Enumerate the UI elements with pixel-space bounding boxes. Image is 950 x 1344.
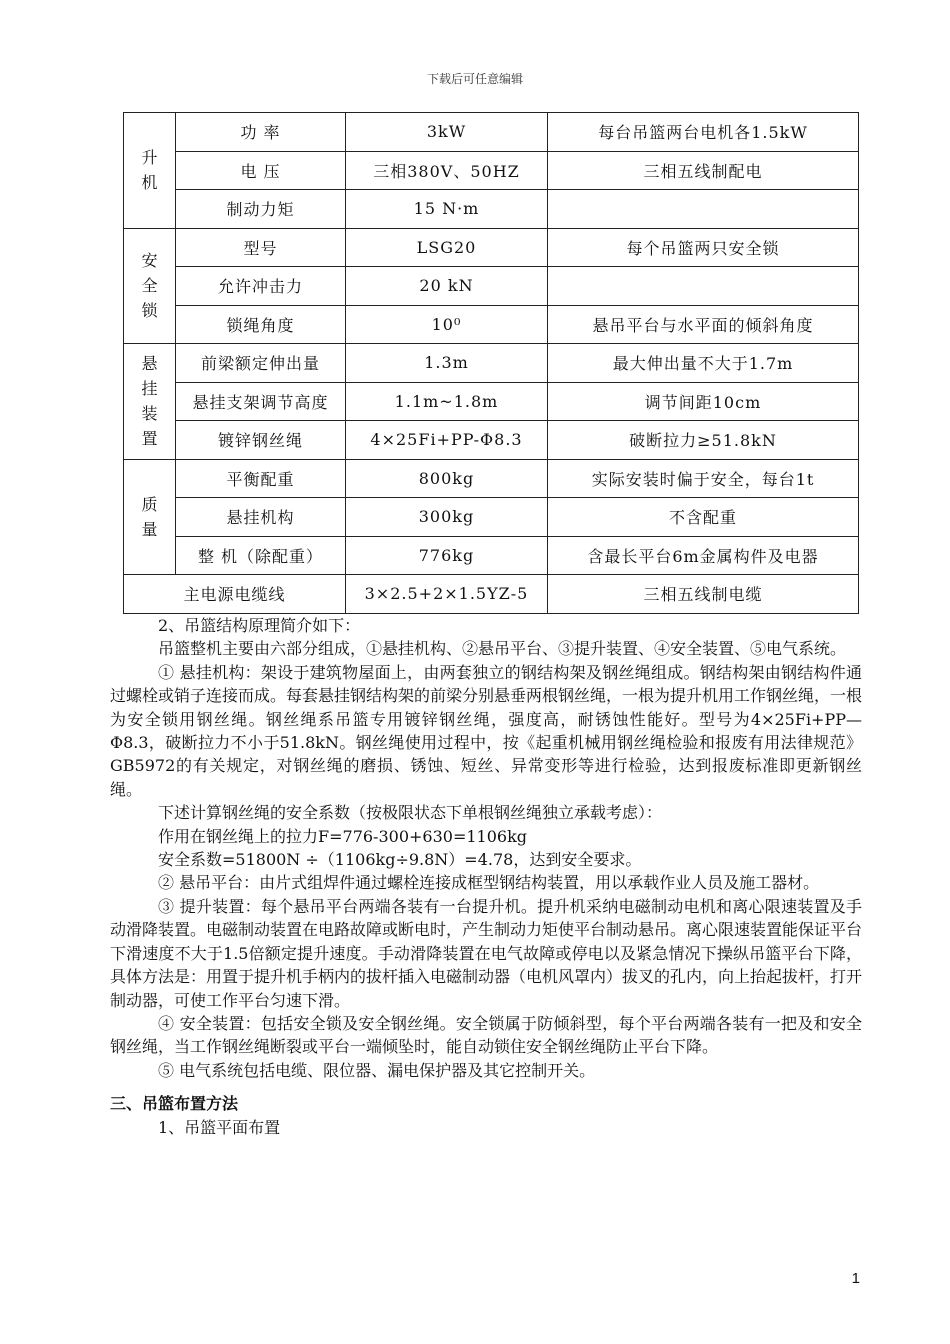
table-row (124, 190, 859, 229)
table-row (124, 498, 859, 537)
paragraph: 作用在钢丝绳上的拉力F=776-300+630=1106kg (158, 826, 528, 846)
paragraph: ④ 安全装置：包括安全锁及安全钢丝绳。安全锁属于防倾斜型，每个平台两端各装有一把及和安全钢丝绳，当工作钢丝绳断裂或平台一端倾坠时，能自动锁住安全钢丝绳防止平台下降。 (110, 1013, 862, 1057)
paragraph: 吊篮整机主要由六部分组成，①悬挂机构、②悬吊平台、③提升装置、④安全装置、⑤电气系统。 (158, 639, 847, 659)
item-cell: 功 率 (176, 113, 346, 152)
paragraph: ① 悬挂机构：架设于建筑物屋面上，由两套独立的钢结构架及钢丝绳组成。钢结构架由钢结构件通过螺栓或销子连接而成。每套悬挂钢结构架的前梁分别悬垂两根钢丝绳，一根为提升机用工作钢丝绳，一根为安全锁用钢丝绳。钢丝绳系吊篮专用镀锌钢丝绳，强度高，耐锈蚀性能好。型号为4×25Fi+PP—Φ8.3，破断拉力不小于51.8kN。钢丝绳使用过程中，按《起重机械用钢丝绳检验和报废有用法律规范》GB5972的有关规定，对钢丝绳的磨损、锈蚀、短丝、异常变形等进行检验，达到报废标准即更新钢丝绳。 (110, 662, 863, 799)
value-cell: 10⁰ (346, 305, 548, 344)
item-cell: 前梁额定伸出量 (176, 344, 346, 383)
table-row (124, 228, 859, 267)
group-label: 安全锁 (124, 228, 176, 344)
table-row (124, 459, 859, 498)
paragraph: 2、吊篮结构原理简介如下： (158, 616, 361, 635)
paragraph: ③ 提升装置：每个悬吊平台两端各装有一台提升机。提升机采纳电磁制动电机和离心限速装置及手动滑降装置。电磁制动装置在电路故障或断电时，产生制动力矩使平台制动悬吊。离心限速装置能保证平台下滑速度不大于1.5倍额定提升速度。手动滑降装置在电气故障或停电以及紧急情况下操纵吊篮平台下降，具体方法是：用置于提升机手柄内的拔杆插入电磁制动器（电机风罩内）拔叉的孔内，向上抬起拔杆，打开制动器，可使工作平台匀速下滑。 (110, 896, 863, 1010)
table-row (124, 305, 859, 344)
paragraph: ② 悬吊平台：由片式组焊件通过螺栓连接成框型钢结构装置，用以承载作业人员及施工器材。 (158, 873, 820, 893)
table-row (124, 575, 859, 614)
item-cell: 悬挂支架调节高度 (176, 382, 346, 421)
value-cell: 1.1m~1.8m (346, 382, 548, 421)
item-cell: 电 压 (176, 151, 346, 190)
note-cell: 实际安装时偏于安全，每台1t (548, 459, 859, 498)
value-cell: 776kg (346, 536, 548, 575)
table-row (124, 536, 859, 575)
item-cell: 允许冲击力 (176, 267, 346, 306)
value-cell: 800kg (346, 459, 548, 498)
item-cell: 锁绳角度 (176, 305, 346, 344)
subheading: 1、吊篮平面布置 (158, 1117, 281, 1137)
value-cell: 20 kN (346, 267, 548, 306)
value-cell: 1.3m (346, 344, 548, 383)
item-cell: 制动力矩 (176, 190, 346, 229)
section-heading: 三、吊篮布置方法 (110, 1094, 239, 1114)
note-cell (548, 267, 859, 306)
note-cell: 最大伸出量不大于1.7m (548, 344, 859, 383)
value-cell: 三相380V、50HZ (346, 151, 548, 190)
header-note: 下载后可任意编辑 (426, 72, 523, 86)
note-cell: 调节间距10cm (548, 382, 859, 421)
value-cell: LSG20 (346, 228, 548, 267)
table-row (124, 267, 859, 306)
group-label: 升机 (124, 113, 176, 229)
body-text (110, 614, 862, 1139)
item-cell: 镀锌钢丝绳 (176, 421, 346, 460)
note-cell: 悬吊平台与水平面的倾斜角度 (548, 305, 859, 344)
paragraph: ⑤ 电气系统包括电缆、限位器、漏电保护器及其它控制开关。 (158, 1060, 596, 1080)
item-cell: 型号 (176, 228, 346, 267)
note-cell: 每个吊篮两只安全锁 (548, 228, 859, 267)
value-cell: 15 N·m (346, 190, 548, 229)
value-cell: 4×25Fi+PP-Φ8.3 (346, 421, 548, 460)
value-cell: 300kg (346, 498, 548, 537)
table-row (124, 344, 859, 383)
table-row (124, 382, 859, 421)
note-cell (548, 190, 859, 229)
table-row (124, 113, 859, 152)
note-cell: 含最长平台6m金属构件及电器 (548, 536, 859, 575)
table-row (124, 151, 859, 190)
group-label: 质量 (124, 459, 176, 575)
note-cell: 不含配重 (548, 498, 859, 537)
paragraph: 下述计算钢丝绳的安全系数（按极限状态下单根钢丝绳独立承载考虑）： (158, 803, 663, 823)
note-cell: 三相五线制配电 (548, 151, 859, 190)
note-cell: 破断拉力≥51.8kN (548, 421, 859, 460)
item-cell: 主电源电缆线 (124, 575, 346, 614)
value-cell: 3×2.5+2×1.5YZ-5 (346, 575, 548, 614)
group-label: 悬挂装置 (124, 344, 176, 460)
paragraph: 安全系数=51800N ÷（1106kg÷9.8N）=4.78，达到安全要求。 (158, 850, 642, 870)
value-cell: 3kW (346, 113, 548, 152)
item-cell: 悬挂机构 (176, 498, 346, 537)
note-cell: 每台吊篮两台电机各1.5kW (548, 113, 859, 152)
spec-table (123, 112, 859, 614)
page-number: 1 (851, 1270, 860, 1287)
item-cell: 平衡配重 (176, 459, 346, 498)
note-cell: 三相五线制电缆 (548, 575, 859, 614)
table-row (124, 421, 859, 460)
item-cell: 整 机（除配重） (176, 536, 346, 575)
